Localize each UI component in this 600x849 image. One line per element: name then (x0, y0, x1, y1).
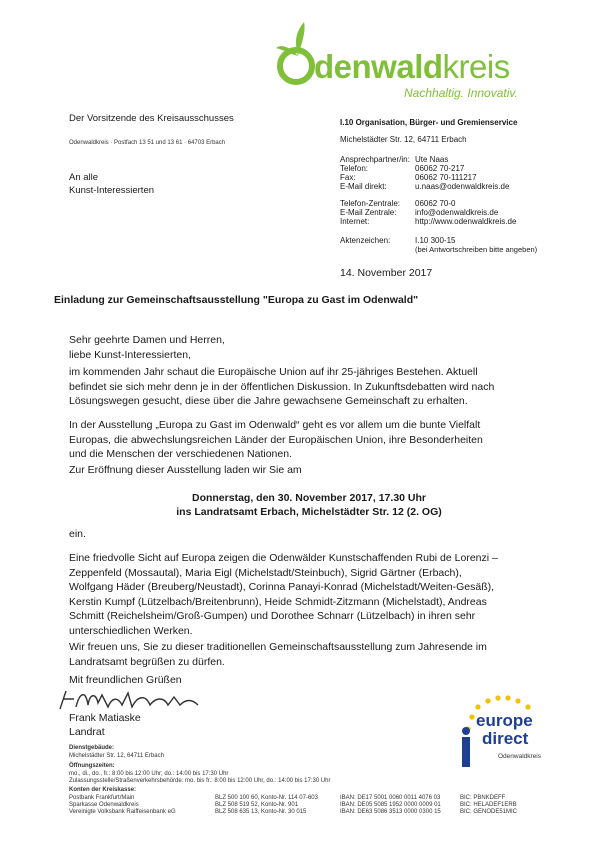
event-location: ins Landratsamt Erbach, Michelstädter Str. 12 (2. OG) (176, 506, 442, 518)
footer-hours-label: Öffnungszeiten: (69, 763, 115, 769)
paragraph-2: In der Ausstellung „Europa zu Gast im Odenwald“ geht es vor allem um die bunte Vielfalt Europas, die abwechslungsreichen Länder der Europäischen Union, ihre Besonderheiten und die Menschen der verschiedenen Nationen. (69, 419, 483, 460)
contact-ref-note: (bei Antwortschreiben bitte angeben) (415, 245, 538, 254)
footer-building: Michelstädter Str. 12, 64711 Erbach (69, 753, 164, 759)
department-name: I.10 Organisation, Bürger- und Gremienservice (340, 118, 518, 127)
salutation: Sehr geehrte Damen und Herren, liebe Kunst-Interessierten, (69, 334, 225, 361)
recipient-line2: Kunst-Interessierten (69, 185, 155, 196)
closing: Mit freundlichen Grüßen (69, 674, 182, 686)
contact-fax-row: Fax: 06062 70-111217 (340, 173, 477, 182)
contact-central-email-row: E-Mail Zentrale: info@odenwaldkreis.de (340, 208, 499, 217)
contact-central-phone-row: Telefon-Zentrale: 06062 70-0 (340, 199, 456, 208)
email-direct-link[interactable]: u.naas@odenwaldkreis.de (415, 182, 510, 191)
internet-link[interactable]: http://www.odenwaldkreis.de (415, 217, 517, 226)
contact-internet-row: Internet: http://www.odenwaldkreis.de (340, 217, 517, 226)
footer-accounts-label: Konten der Kreiskasse: (69, 787, 137, 793)
signer-role: Landrat (69, 726, 105, 738)
paragraph-5: Eine friedvolle Sicht auf Europa zeigen die Odenwälder Kunstschaffenden Rubi de Lorenzi – Zeppenfeld (Mossautal), Maria Eigl (Michelstadt/Steinbuch), Sigrid Gärtner (Erbach), Wolfgang Häder (Breuberg/Neustadt), Corinna Panayi-Konrad (Michelstadt/Weiten-Gesäß), Kerstin Kumpf (Lützelbach/Breitenbrunn), Heide Schmidt-Zitzmann (Michelstadt), Andreas Schmitt (Reichelsheim/Groß-Gumpen) und Dorothee Schnarr (Lützelbach) in ihren sehr unterschiedlichen Werken. (69, 552, 498, 637)
sender-address: Odenwaldkreis · Postfach 13 51 und 13 61 · 64703 Erbach (69, 140, 226, 146)
letter-date: 14. November 2017 (340, 267, 433, 279)
paragraph-6: Wir freuen uns, Sie zu dieser traditionellen Gemeinschaftsausstellung zum Jahresende im Landratsamt begrüßen zu dürfen. (69, 641, 487, 668)
logo-tagline: Nachhaltig. Innovativ. (404, 86, 518, 100)
logo-wordmark: denwaldkreis (314, 48, 510, 85)
email-central-link[interactable]: info@odenwaldkreis.de (415, 208, 499, 217)
footer-hours-2: Zulassungsstelle/Straßenverkehrsbehörde: mo. bis fr.: 8:00 bis 12:00 Uhr, do.: 14:00 bis 17:30 Uhr (69, 778, 331, 784)
department-address: Michelstädter Str. 12, 64711 Erbach (340, 135, 467, 144)
paragraph-1: im kommenden Jahr schaut die Europäische Union auf ihr 25-jähriges Bestehen. Aktuell befindet sie sich mehr denn je in der öffentlichen Diskussion. In Zukunftsdebatten wird nach Lösungswegen gesucht, diese über die Jahre gewachsene Gemeinschaft zu erhalten. (69, 366, 495, 407)
footer-building-label: Dienstgebäude: (69, 745, 115, 751)
event-date: Donnerstag, den 30. November 2017, 17.30 Uhr (191, 492, 426, 504)
sender-title: Der Vorsitzende des Kreisausschusses (69, 113, 234, 124)
contact-phone-row: Telefon: 06062 70-217 (340, 164, 465, 173)
signature-icon (56, 685, 216, 715)
contact-ref-row: Aktenzeichen: I.10 300-15 (340, 236, 456, 245)
paragraph-3: Zur Eröffnung dieser Ausstellung laden wir Sie am (69, 464, 302, 476)
recipient-line1: An alle (69, 172, 99, 183)
contact-person-row: Ansprechpartner/in: Ute Naas (340, 155, 449, 164)
contact-email-row: E-Mail direkt: u.naas@odenwaldkreis.de (340, 182, 510, 191)
paragraph-4: ein. (69, 528, 86, 540)
signer-name: Frank Matiaske (69, 712, 141, 724)
letter-subject: Einladung zur Gemeinschaftsausstellung "Europa zu Gast im Odenwald" (54, 294, 419, 306)
europe-direct-logo: europe direct Odenwaldkreis (448, 693, 558, 773)
footer-hours-1: mo., di., do., fr.: 8:00 bis 12:00 Uhr; do.: 14:00 bis 17:30 Uhr (69, 771, 229, 777)
